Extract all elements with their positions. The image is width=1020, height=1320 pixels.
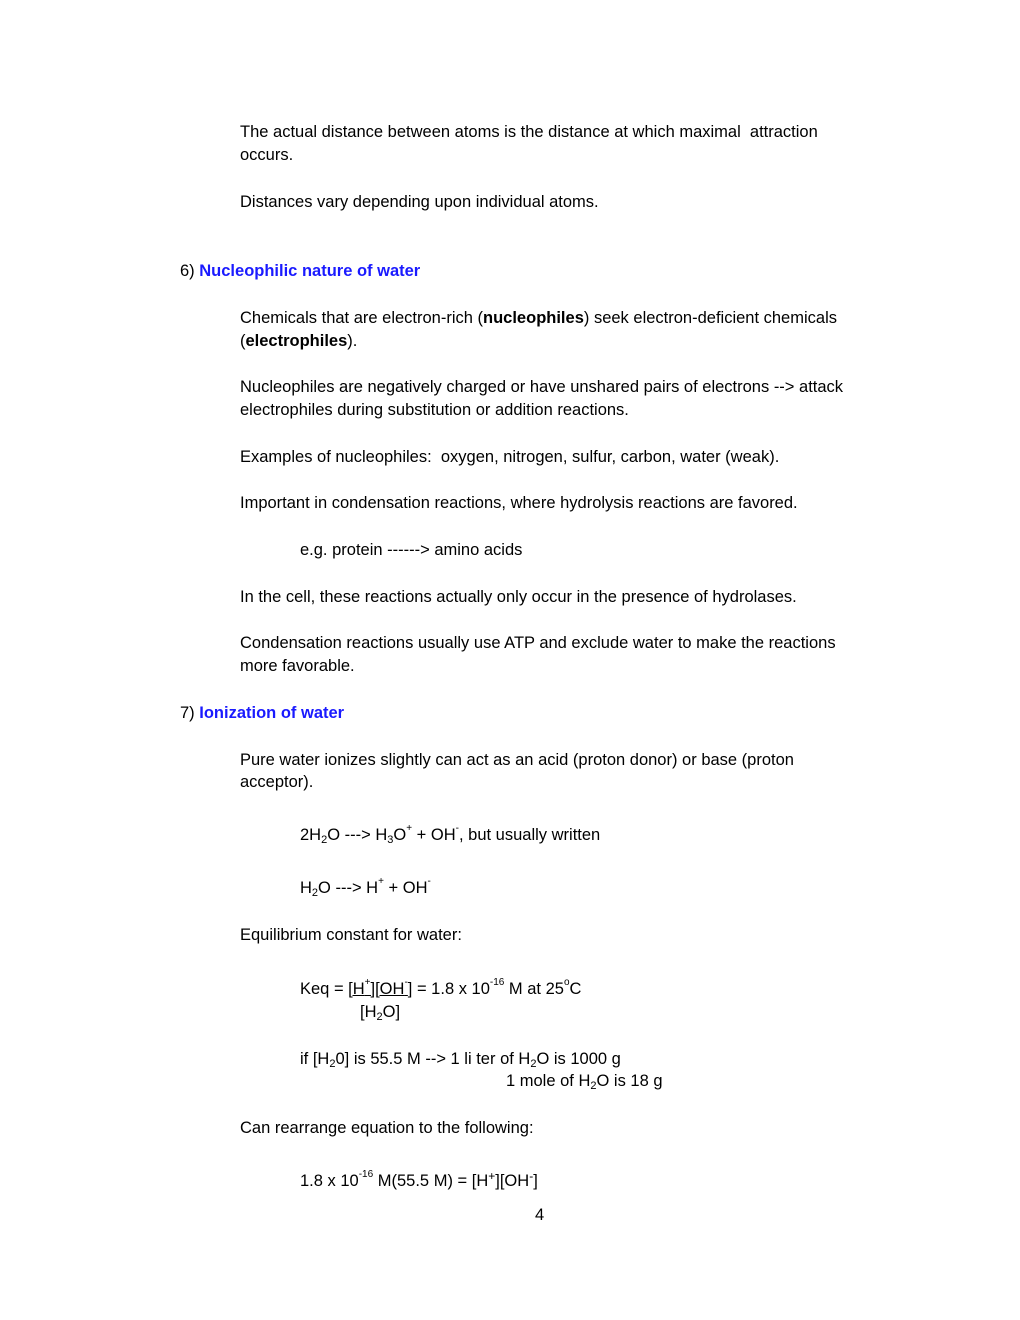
paragraph: Important in condensation reactions, where hydrolysis reactions are favored. xyxy=(240,494,798,512)
text: ( xyxy=(240,332,246,350)
paragraph-line: occurs. xyxy=(240,146,294,164)
keq-numerator xyxy=(348,977,413,998)
concentration-line xyxy=(506,1071,663,1091)
paragraph: Equilibrium constant for water: xyxy=(240,926,462,944)
eq-text: O ---> H xyxy=(318,879,379,897)
eq-text: if [H xyxy=(300,1050,330,1068)
superscript: + xyxy=(406,823,413,834)
superscript: - xyxy=(455,823,459,834)
paragraph: Distances vary depending upon individual atoms. xyxy=(240,193,599,211)
paragraph-line: Nucleophiles are negatively charged or have unshared pairs of electrons --> attack xyxy=(240,378,844,396)
equation-keq xyxy=(300,979,581,999)
subscript: 2 xyxy=(311,887,319,899)
paragraph-line: electrophiles during substitution or addition reactions. xyxy=(240,401,629,419)
bold-term: electrophiles xyxy=(245,332,348,350)
section-title: Nucleophilic nature of water xyxy=(199,262,421,280)
paragraph-line: Pure water ionizes slightly can act as an acid (proton donor) or base (proton xyxy=(240,751,794,769)
eq-text: + OH xyxy=(383,879,428,897)
bold-term: nucleophiles xyxy=(483,309,584,327)
subscript: 3 xyxy=(387,834,394,846)
eq-text: 1 mole of H xyxy=(506,1072,591,1090)
eq-text: O is 18 g xyxy=(596,1072,663,1090)
paragraph-line: more favorable. xyxy=(240,657,355,675)
section-number: 7) xyxy=(180,704,200,722)
paragraph-line: acceptor). xyxy=(240,773,314,791)
equation-rearranged xyxy=(300,1171,538,1191)
subscript: 2 xyxy=(321,834,328,846)
eq-text: + OH xyxy=(412,826,456,844)
eq-text: O ---> H xyxy=(327,826,388,844)
superscript: -16 xyxy=(489,977,505,988)
eq-text: H xyxy=(300,879,312,897)
example-line: e.g. protein ------> amino acids xyxy=(300,541,523,559)
eq-text: O xyxy=(393,826,407,844)
subscript: 2 xyxy=(530,1058,537,1070)
text: ) seek electron-deficient chemicals xyxy=(583,309,837,327)
keq-denominator xyxy=(360,1002,400,1022)
superscript: + xyxy=(378,876,384,887)
page-number: 4 xyxy=(535,1206,545,1224)
eq-text: M(55.5 M) = [H xyxy=(373,1172,489,1190)
section-title: Ionization of water xyxy=(199,704,345,722)
paragraph: Can rearrange equation to the following: xyxy=(240,1119,534,1137)
superscript: - xyxy=(404,977,408,988)
section-number: 6) xyxy=(180,262,200,280)
eq-text: ][OH xyxy=(370,980,405,998)
eq-text: ] xyxy=(407,980,413,998)
eq-text: O] xyxy=(382,1003,401,1021)
paragraph: In the cell, these reactions actually only occur in the presence of hydrolases. xyxy=(240,588,797,606)
eq-text: 2H xyxy=(300,826,322,844)
superscript: -16 xyxy=(358,1169,374,1180)
equation-ionization xyxy=(300,825,600,845)
eq-text: ] xyxy=(533,1172,538,1190)
eq-text: [H xyxy=(360,1003,377,1021)
section-heading-6 xyxy=(180,261,420,281)
eq-text: , but usually written xyxy=(458,826,601,844)
subscript: 2 xyxy=(590,1080,597,1092)
paragraph-line xyxy=(240,308,837,328)
superscript: - xyxy=(427,876,431,887)
subscript: 2 xyxy=(329,1058,336,1070)
eq-text: M at 25 xyxy=(504,980,564,998)
eq-text: 1.8 x 10 xyxy=(300,1172,359,1190)
eq-text: ][OH xyxy=(495,1172,530,1190)
superscript: - xyxy=(529,1169,534,1183)
superscript: + xyxy=(364,977,371,988)
section-heading-7 xyxy=(180,703,344,723)
eq-text: 0] is 55.5 M --> 1 li ter of H xyxy=(335,1050,531,1068)
text: ). xyxy=(347,332,358,350)
eq-text: O is 1000 g xyxy=(536,1050,621,1068)
concentration-line xyxy=(300,1049,621,1069)
eq-text: [H xyxy=(348,980,365,998)
eq-text: C xyxy=(569,980,582,998)
superscript: + xyxy=(488,1169,496,1183)
subscript: 2 xyxy=(376,1011,383,1023)
paragraph-line xyxy=(240,331,357,351)
paragraph-line: Condensation reactions usually use ATP and exclude water to make the reactions xyxy=(240,634,836,652)
superscript: o xyxy=(563,977,570,988)
text: Chemicals that are electron-rich ( xyxy=(240,309,484,327)
paragraph-line: The actual distance between atoms is the distance at which maximal attraction xyxy=(240,123,818,141)
eq-text: Keq = xyxy=(300,980,349,998)
paragraph: Examples of nucleophiles: oxygen, nitrogen, sulfur, carbon, water (weak). xyxy=(240,448,780,466)
equation-simplified xyxy=(300,878,431,898)
eq-text: = 1.8 x 10 xyxy=(412,980,490,998)
